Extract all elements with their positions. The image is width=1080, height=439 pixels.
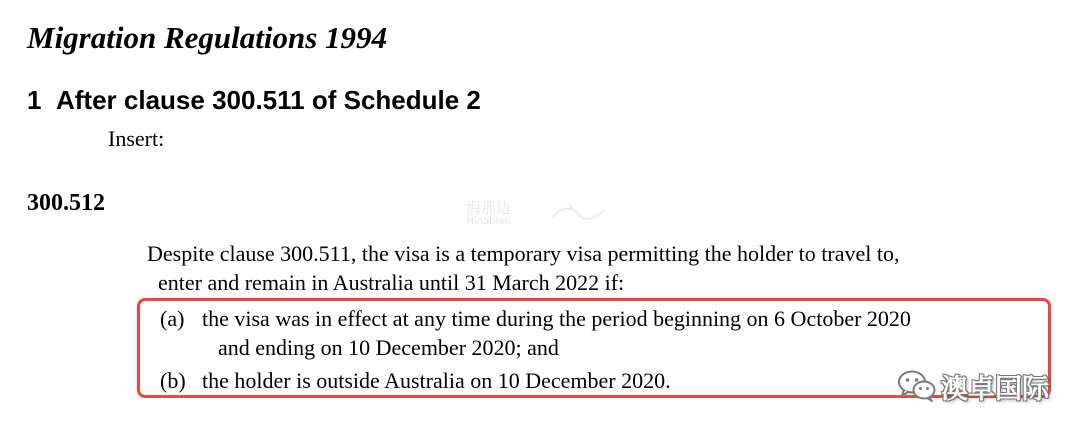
paragraph-b: [160, 367, 671, 395]
watermark-sub: Hinabian: [466, 216, 511, 227]
amendment-heading-text: After clause 300.511 of Schedule 2: [56, 85, 481, 115]
paragraph-b-label: (b): [160, 368, 186, 393]
document-title: Migration Regulations 1994: [27, 20, 388, 55]
watermark-swirl-icon: [548, 200, 608, 224]
brand-name: 澳卓国际: [941, 373, 1049, 405]
amendment-instruction: Insert:: [108, 126, 165, 151]
paragraph-b-line-1: the holder is outside Australia on 10 December 2020.: [202, 368, 671, 393]
paragraph-a: [160, 305, 911, 333]
amendment-number: 1: [27, 85, 42, 115]
paragraph-a-label: (a): [160, 306, 185, 331]
paragraph-a-line-2: and ending on 10 December 2020; and: [218, 335, 559, 360]
clause-intro-line-1: Despite clause 300.511, the visa is a temporary visa permitting the holder to travel to,: [147, 241, 900, 266]
wechat-icon: [897, 369, 937, 403]
watermark-main: 海那边: [466, 199, 512, 217]
clause-intro-line-2: enter and remain in Australia until 31 March 2022 if:: [158, 270, 625, 295]
clause-number: 300.512: [27, 190, 105, 216]
paragraph-a-line-1: the visa was in effect at any time during the period beginning on 6 October 2020: [202, 306, 911, 331]
amendment-heading: [27, 84, 481, 116]
brand-watermark: [897, 366, 1049, 406]
watermark-text: [466, 200, 511, 228]
